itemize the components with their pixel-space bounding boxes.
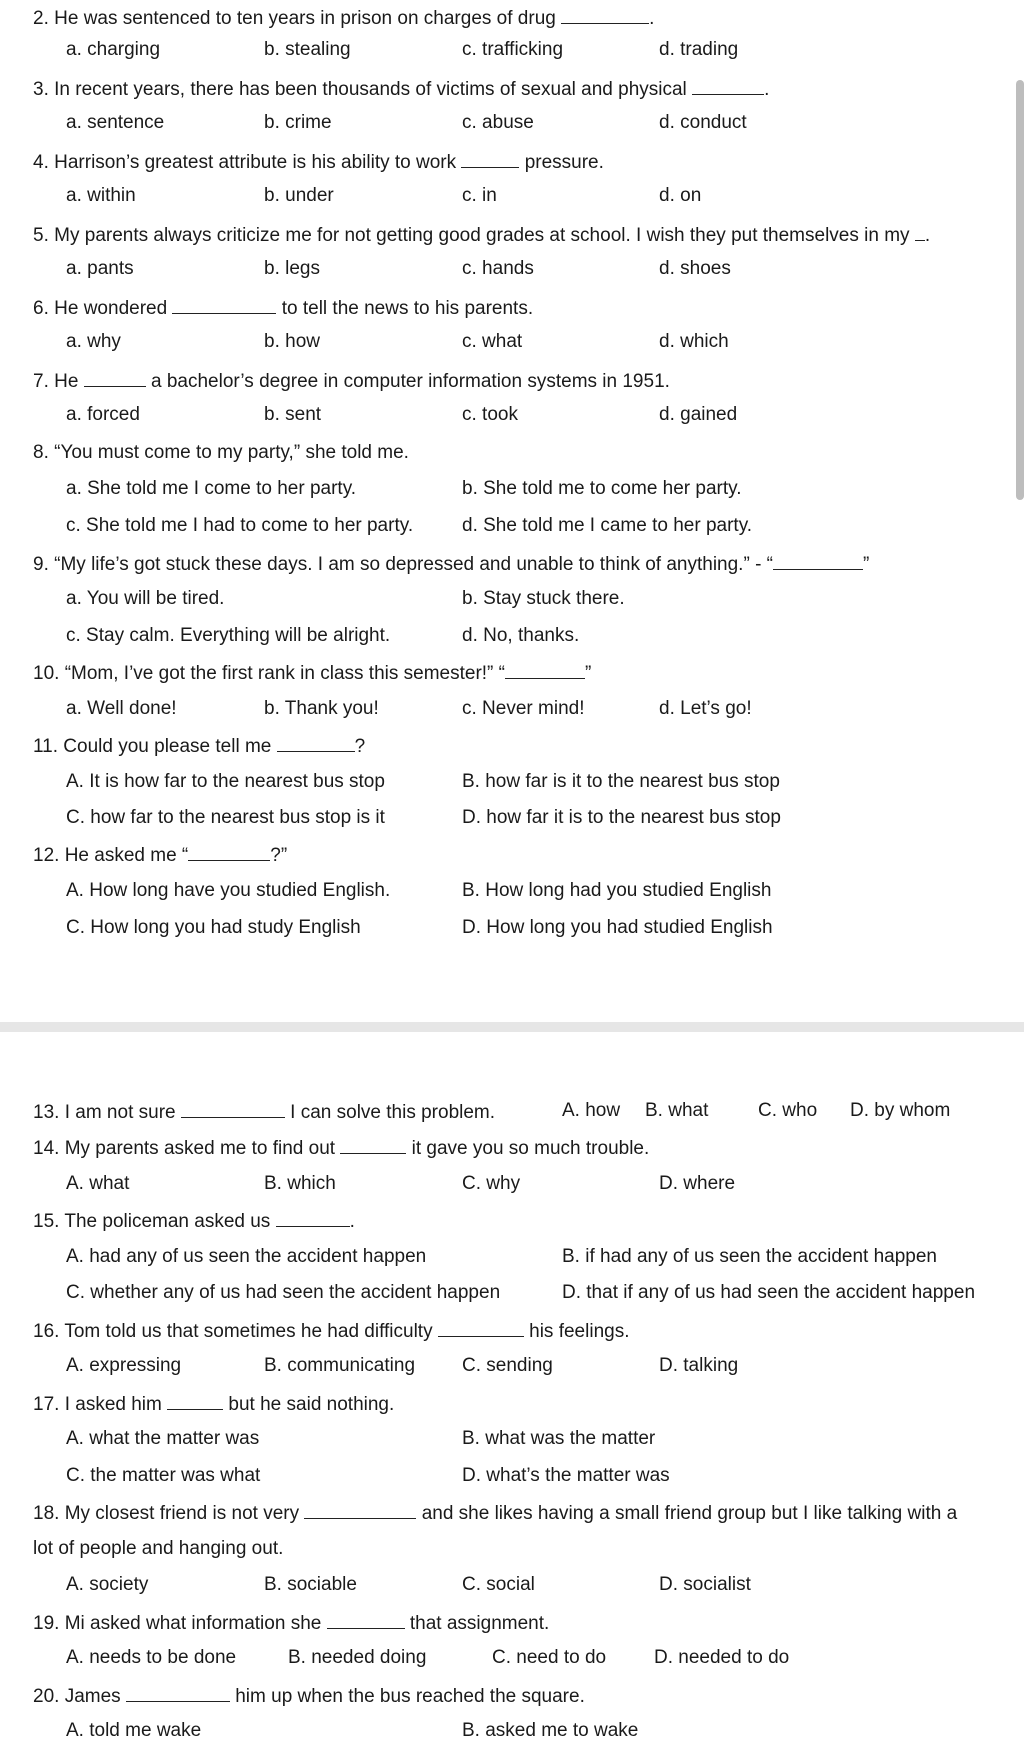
option[interactable]: c. trafficking — [462, 39, 564, 60]
option[interactable]: C. why — [462, 1173, 521, 1194]
question-18: 18. My closest friend is not very and she likes having a small friend group but I like talking with a — [33, 1500, 957, 1526]
option[interactable]: D. where — [659, 1173, 736, 1194]
option[interactable]: A. How long have you studied English. — [66, 880, 391, 901]
option[interactable]: A. had any of us seen the accident happen — [66, 1246, 427, 1267]
option[interactable]: A. expressing — [66, 1355, 182, 1376]
option[interactable]: B. which — [264, 1173, 336, 1194]
option[interactable]: D. needed to do — [654, 1647, 790, 1668]
option[interactable]: D. that if any of us had seen the accident happen — [562, 1282, 976, 1303]
question-17: 17. I asked him but he said nothing. — [33, 1391, 394, 1417]
option[interactable]: B. what was the matter — [462, 1428, 656, 1449]
option[interactable]: c. took — [462, 404, 518, 425]
option[interactable]: d. Let’s go! — [659, 698, 752, 719]
option[interactable]: C. who — [758, 1100, 818, 1121]
question-10: 10. “Mom, I’ve got the first rank in class this semester!” “ ” — [33, 660, 591, 686]
question-2: 2. He was sentenced to ten years in prison on charges of drug . — [33, 5, 654, 31]
option[interactable]: a. sentence — [66, 112, 165, 133]
option[interactable]: D. by whom — [850, 1100, 951, 1121]
question-8: 8. “You must come to my party,” she told me. — [33, 442, 409, 463]
option[interactable]: a. pants — [66, 258, 134, 279]
option[interactable]: b. under — [264, 185, 334, 206]
page-separator — [0, 1022, 1024, 1032]
option[interactable]: C. social — [462, 1574, 535, 1595]
option[interactable]: D. what’s the matter was — [462, 1465, 670, 1486]
option[interactable]: A. It is how far to the nearest bus stop — [66, 771, 385, 792]
question-11: 11. Could you please tell me ? — [33, 733, 365, 759]
option[interactable]: B. How long had you studied English — [462, 880, 772, 901]
option[interactable]: b. Stay stuck there. — [462, 588, 625, 609]
option[interactable]: C. need to do — [492, 1647, 607, 1668]
option[interactable]: a. charging — [66, 39, 161, 60]
option[interactable]: B. if had any of us seen the accident happen — [562, 1246, 937, 1267]
option[interactable]: B. sociable — [264, 1574, 357, 1595]
option[interactable]: C. How long you had study English — [66, 917, 361, 938]
question-20: 20. James him up when the bus reached the square. — [33, 1683, 585, 1709]
question-7: 7. He a bachelor’s degree in computer information systems in 1951. — [33, 368, 670, 394]
option[interactable]: A. what the matter was — [66, 1428, 260, 1449]
option[interactable]: d. shoes — [659, 258, 731, 279]
option[interactable]: a. forced — [66, 404, 140, 425]
option[interactable]: d. on — [659, 185, 702, 206]
option[interactable]: d. trading — [659, 39, 739, 60]
question-4: 4. Harrison’s greatest attribute is his ability to work pressure. — [33, 149, 604, 175]
option[interactable]: d. No, thanks. — [462, 625, 580, 646]
option[interactable]: D. How long you had studied English — [462, 917, 773, 938]
question-13: 13. I am not sure I can solve this problem. — [33, 1099, 495, 1125]
option[interactable]: c. hands — [462, 258, 534, 279]
scrollbar[interactable] — [1016, 80, 1024, 500]
option[interactable]: c. what — [462, 331, 523, 352]
question-14: 14. My parents asked me to find out it gave you so much trouble. — [33, 1135, 649, 1161]
option[interactable]: b. crime — [264, 112, 332, 133]
option[interactable]: A. what — [66, 1173, 130, 1194]
option[interactable]: B. communicating — [264, 1355, 416, 1376]
option[interactable]: D. talking — [659, 1355, 739, 1376]
option[interactable]: d. which — [659, 331, 729, 352]
option[interactable]: c. Never mind! — [462, 698, 585, 719]
option[interactable]: c. in — [462, 185, 497, 206]
option[interactable]: A. society — [66, 1574, 149, 1595]
question-15: 15. The policeman asked us . — [33, 1208, 355, 1234]
option[interactable]: D. socialist — [659, 1574, 751, 1595]
question-18-continuation: lot of people and hanging out. — [33, 1538, 284, 1559]
option[interactable]: b. stealing — [264, 39, 351, 60]
option[interactable]: a. within — [66, 185, 136, 206]
question-3: 3. In recent years, there has been thousands of victims of sexual and physical . — [33, 76, 769, 102]
option[interactable]: C. whether any of us had seen the accident happen — [66, 1282, 501, 1303]
option[interactable]: a. You will be tired. — [66, 588, 225, 609]
option[interactable]: C. the matter was what — [66, 1465, 261, 1486]
option[interactable]: b. sent — [264, 404, 322, 425]
question-12: 12. He asked me “ ?” — [33, 842, 287, 868]
option[interactable]: d. She told me I came to her party. — [462, 515, 753, 536]
option[interactable]: c. Stay calm. Everything will be alright. — [66, 625, 391, 646]
question-16: 16. Tom told us that sometimes he had difficulty his feelings. — [33, 1318, 629, 1344]
option[interactable]: b. legs — [264, 258, 320, 279]
option[interactable]: A. told me wake — [66, 1720, 202, 1737]
option[interactable]: B. asked me to wake — [462, 1720, 639, 1737]
option[interactable]: b. She told me to come her party. — [462, 478, 742, 499]
question-6: 6. He wondered to tell the news to his parents. — [33, 295, 533, 321]
question-5: 5. My parents always criticize me for not getting good grades at school. I wish they put themselves in my . — [33, 222, 930, 248]
option[interactable]: a. She told me I come to her party. — [66, 478, 357, 499]
option[interactable]: d. gained — [659, 404, 738, 425]
option[interactable]: C. how far to the nearest bus stop is it — [66, 807, 385, 828]
option[interactable]: A. needs to be done — [66, 1647, 237, 1668]
option[interactable]: b. how — [264, 331, 320, 352]
worksheet-page-2 — [0, 1032, 1024, 1737]
option[interactable]: b. Thank you! — [264, 698, 379, 719]
option[interactable]: c. abuse — [462, 112, 534, 133]
question-9: 9. “My life’s got stuck these days. I am so depressed and unable to think of anything.” - “ ” — [33, 551, 869, 577]
question-19: 19. Mi asked what information she that assignment. — [33, 1610, 549, 1636]
option[interactable]: C. sending — [462, 1355, 553, 1376]
option[interactable]: c. She told me I had to come to her party. — [66, 515, 414, 536]
option[interactable]: d. conduct — [659, 112, 747, 133]
option[interactable]: D. how far it is to the nearest bus stop — [462, 807, 781, 828]
option[interactable]: a. Well done! — [66, 698, 177, 719]
option[interactable]: B. how far is it to the nearest bus stop — [462, 771, 780, 792]
option[interactable]: A. how — [562, 1100, 621, 1121]
option[interactable]: B. what — [645, 1100, 709, 1121]
option[interactable]: B. needed doing — [288, 1647, 427, 1668]
option[interactable]: a. why — [66, 331, 121, 352]
